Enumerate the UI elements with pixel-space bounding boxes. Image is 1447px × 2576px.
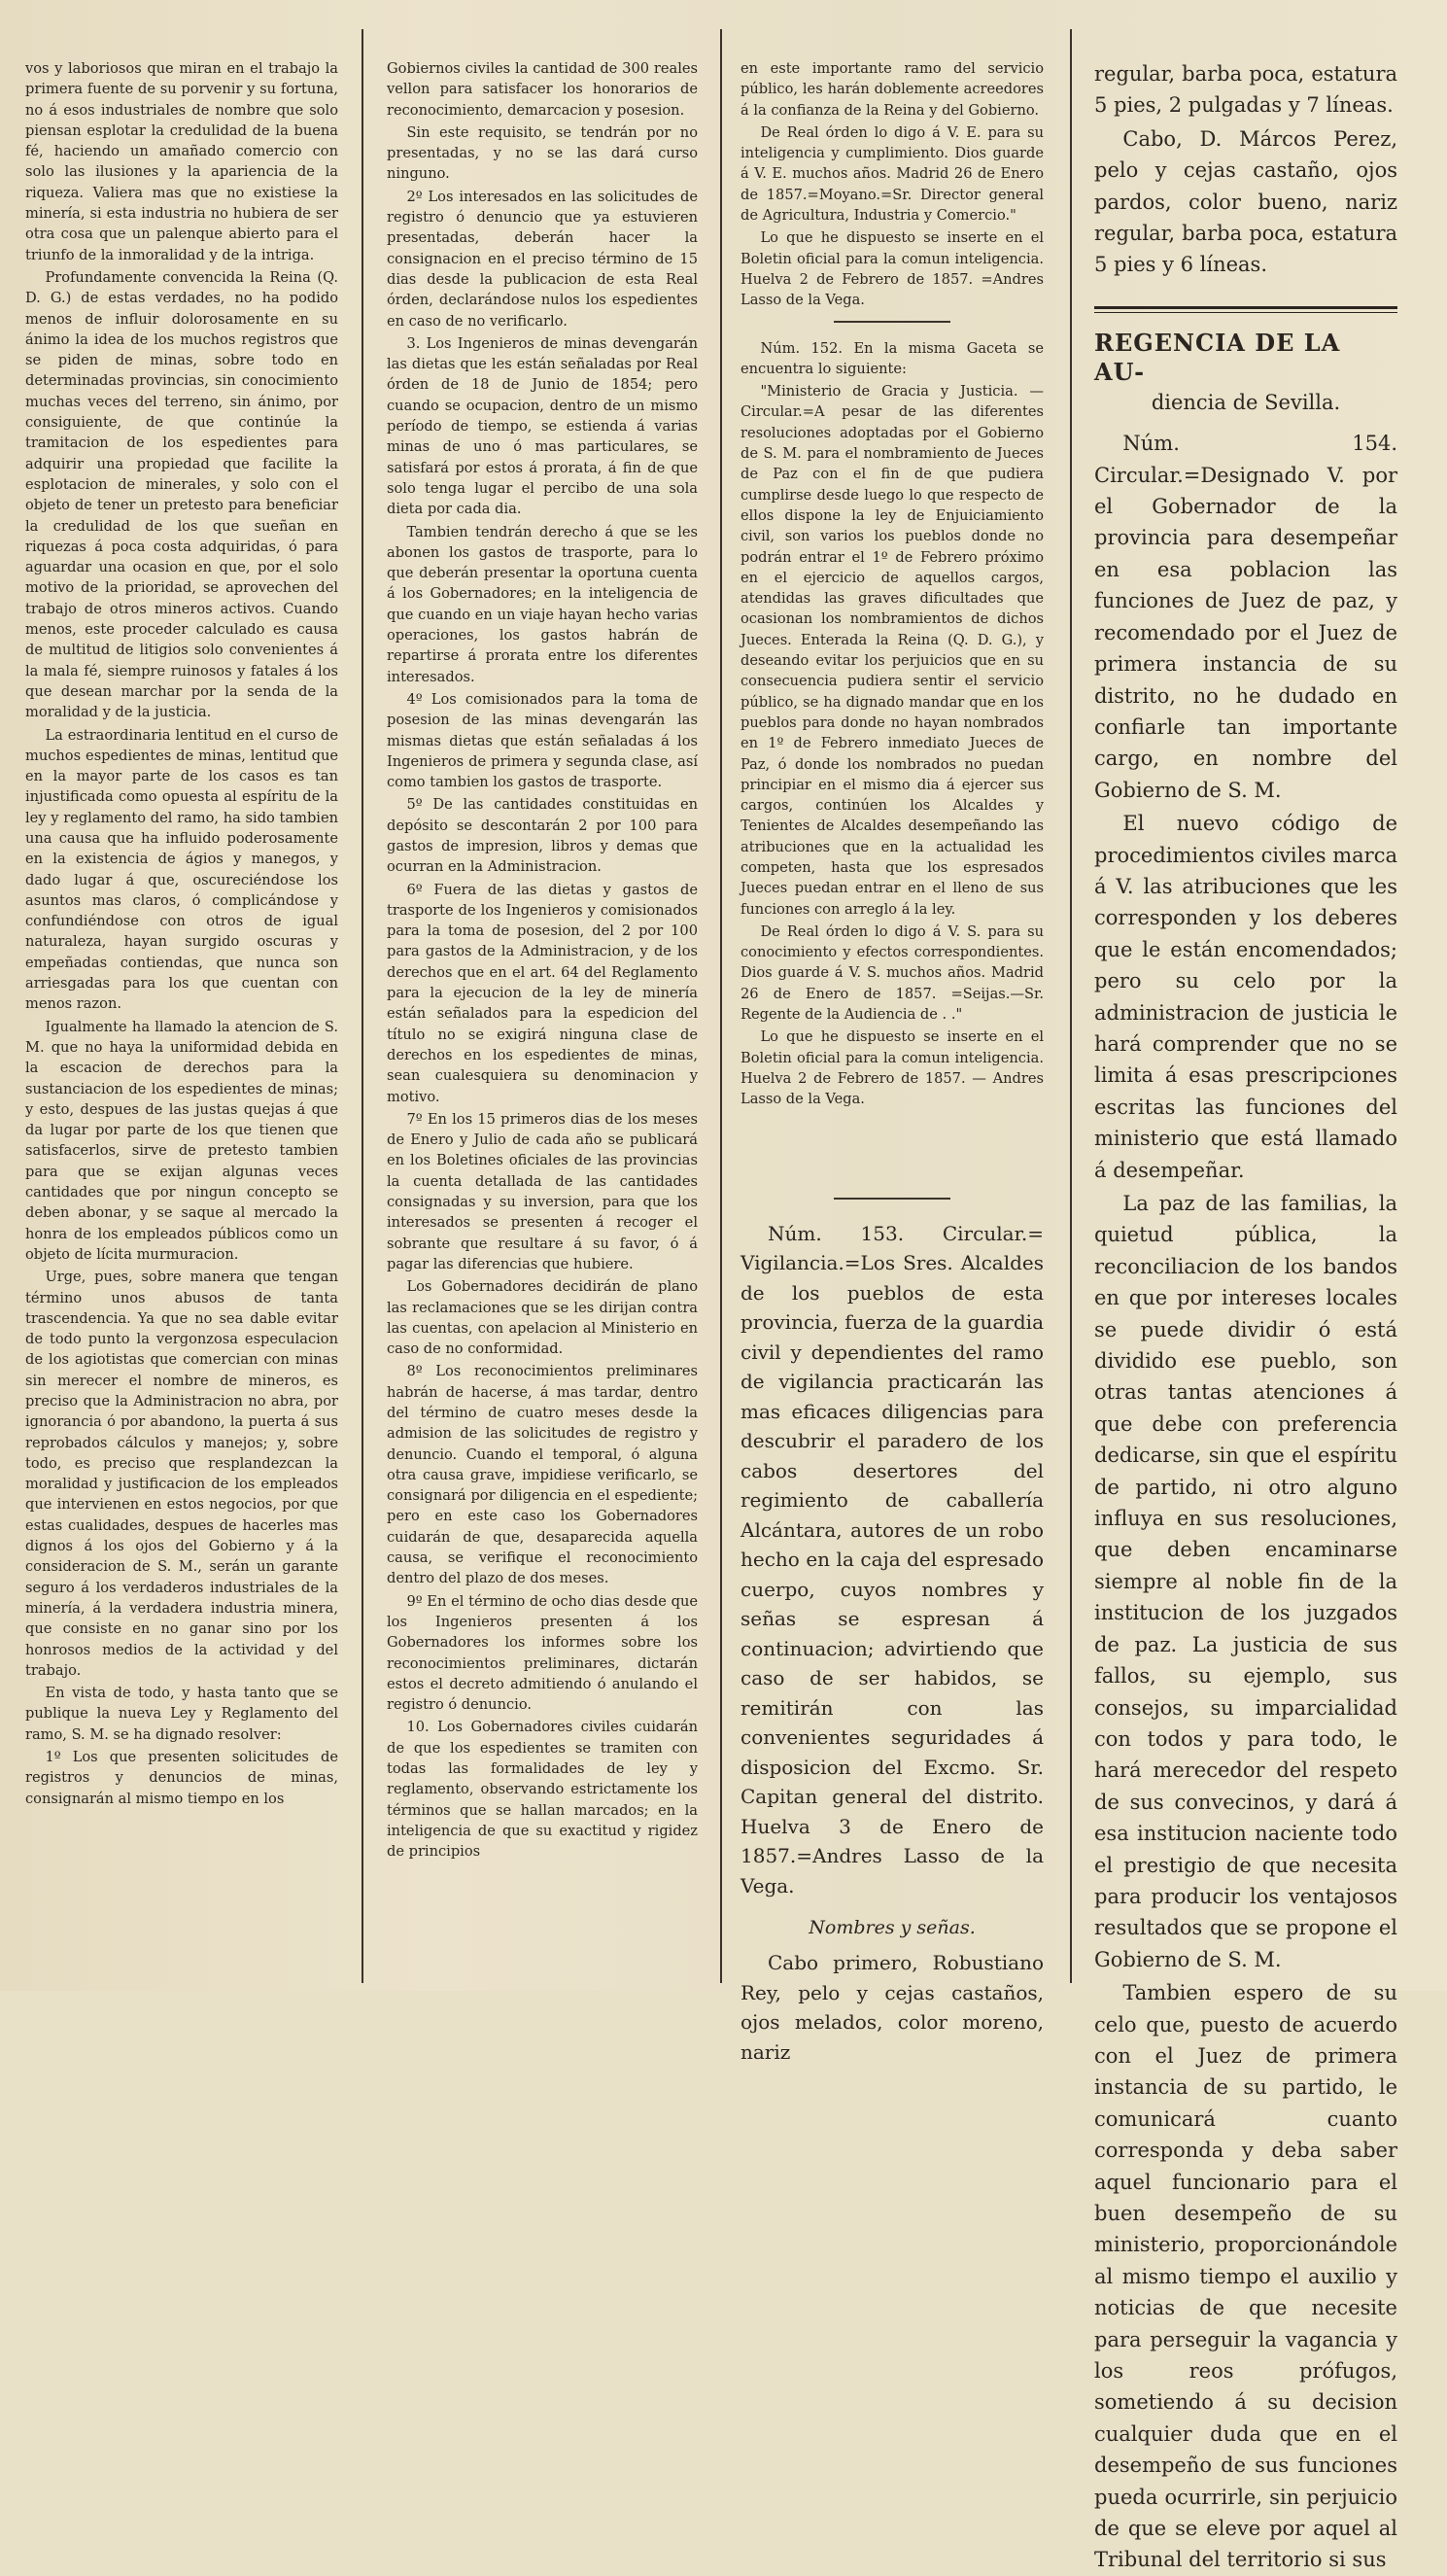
paragraph: Núm. 154. Circular.=Designado V. por el Gobernador de la provincia para desempeñar en esa poblacion las funciones de Juez de paz, y recomendado por el Juez de primera instancia de su distrito, no he dudado en confiarle tan importante cargo, en nombre del Gobierno de S. M.: [1094, 432, 1397, 802]
paragraph: 8º Los reconocimientos preliminares habrán de hacerse, á mas tardar, dentro del término de cuatro meses desde la admision de las solicitudes de registro y denuncio. Cuando el temporal, ó alguna otra causa grave, impidiese verificarlo, se consignará por diligencia en el espediente; pero en este caso los Gobernadores cuidarán de que, desaparecida aquella causa, se verifique el reconocimiento dentro del plazo de dos meses.: [387, 1363, 698, 1587]
paragraph: 6º Fuera de las dietas y gastos de trasporte de los Ingenieros y comisionados para la toma de posesion, del 2 por 100 para gastos de la Administracion, y de los derechos que en el art. 64 del Reglamento para la ejecucion de la ley de minería están señalados para la espedicion del título no se exigirá ninguna clase de derechos en los espedientes de minas, sean cualesquiera su denominacion y motivo.: [387, 881, 698, 1105]
paragraph: en este importante ramo del servicio público, les harán doblemente acreedores á la confianza de la Reina y del Gobierno.: [741, 60, 1044, 119]
paragraph: Núm. 152. En la misma Gaceta se encuentra lo siguiente:: [741, 339, 1044, 377]
section-divider: [1094, 306, 1397, 313]
paragraph: 3. Los Ingenieros de minas devengarán las dietas que les están señaladas por Real órden de 18 de Junio de 1854; pero cuando se ocupacion, dentro de un mismo período de tiempo, se estienda á varias minas de uno ó mas particulares, se satisfará por estos á prorata, á fin de que solo tenga lugar el percibo de una sola dieta por cada dia.: [387, 334, 698, 518]
paragraph: 4º Los comisionados para la toma de posesion de las minas devengarán las mismas dietas que están señaladas á los Ingenieros de primera y segunda clase, así como tambien los gastos de trasporte.: [387, 690, 698, 791]
paragraph: La paz de las familias, la quietud pública, la reconciliacion de los bandos en que por intereses locales se puede dividir ó está dividido ese pueblo, son otras tantas atenciones á que debe con preferencia dedicarse, sin que el espíritu de partido, ni otro alguno influya en sus resoluciones, que deben encaminarse siempre al noble fin de la institucion de los juzgados de paz. La justicia de sus fallos, su ejemplo, sus consejos, su imparcialidad con todos y para todo, le hará merecedor del respeto de sus convecinos, y dará á esa institucion naciente todo el prestigio de que necesita para producir los ventajosos resultados que se propone el Gobierno de S. M.: [1094, 1192, 1397, 1971]
paragraph: Los Gobernadores decidirán de plano las reclamaciones que se les dirijan contra las cuentas, con apelacion al Ministerio en caso de no conformidad.: [387, 1278, 698, 1358]
paragraph: 10. Los Gobernadores civiles cuidarán de que los espedientes se tramiten con todas las formalidades de ley y reglamento, observando estrictamente los términos que se hallan marcados; en la inteligencia de que su exactitud y rigidez de principios: [387, 1719, 698, 1861]
paragraph: En vista de todo, y hasta tanto que se publique la nueva Ley y Reglamento del ramo, S. M. se ha dignado resolver:: [25, 1685, 338, 1743]
column-4: [1094, 58, 1397, 2572]
paragraph: Profundamente convencida la Reina (Q. D. G.) de estas verdades, no ha podido menos de influir dolorosamente en su ánimo la idea de los muchos registros que se piden de minas, sobre todo en determinadas provincias, sin conocimiento muchas veces del terreno, sin ánimo, por consiguiente, de que continúe la tramitacion de los espedientes para adquirir una propiedad que facilite la esplotacion de minerales, y solo con el objeto de tener un pretesto para beneficiar la credulidad de los que sueñan en riquezas á poca costa adquiridas, ó para aguardar una ocasion en que, por el solo motivo de la prioridad, se aprovechen del trabajo de otros mineros activos. Cuando menos, este proceder calculado es causa de multitud de litigios solo convenientes á la mala fé, siempre ruinosos y fatales á los que desean marchar por la senda de la moralidad y de la justicia.: [25, 268, 338, 721]
paragraph: El nuevo código de procedimientos civiles marca á V. las atribuciones que les corresponden y los deberes que le están encomendados; pero su celo por la administracion de justicia le hará comprender que no se limita á esas prescripciones escritas las funciones del ministerio que está llamado á desempeñar.: [1094, 812, 1397, 1182]
paragraph: 7º En los 15 primeros dias de los meses de Enero y Julio de cada año se publicará en los Boletines oficiales de las provincias la cuenta detallada de las cantidades consignadas y su inversion, para que los interesados se presenten á recoger el sobrante que resultare á su favor, ó á pagar las diferencias que hubiere.: [387, 1110, 698, 1272]
paragraph: De Real órden lo digo á V. S. para su conocimiento y efectos correspondientes. Dios guarde á V. S. muchos años. Madrid 26 de Enero de 1857. =Seijas.—Sr. Regente de la Audiencia de . .": [741, 922, 1044, 1024]
column-divider: [720, 29, 722, 1983]
paragraph: Igualmente ha llamado la atencion de S. M. que no haya la uniformidad debida en la escacion de derechos para la sustanciacion de los espedientes de minas; y esto, despues de las justas quejas á que da lugar por parte de los que tienen que satisfacerlos, sirve de pretesto tambien para que se exijan algunas veces cantidades que por ningun concepto se deben abonar, y se saque al mercado la honra de los empleados públicos como un objeto de lícita murmuracion.: [25, 1018, 338, 1263]
paragraph: vos y laboriosos que miran en el trabajo la primera fuente de su porvenir y su fortuna, no á esos industriales de nombre que solo piensan esplotar la credulidad de la buena fé, haciendo un amañado comercio con solo las ilusiones y la apariencia de la riqueza. Valiera mas que no existiese la minería, si esta industria no hubiera de ser otra cosa que un palenque abierto para el triunfo de la inmoralidad y de la intriga.: [25, 60, 338, 263]
paragraph: Lo que he dispuesto se inserte en el Boletin oficial para la comun inteligencia. Huelva 2 de Febrero de 1857. =Andres Lasso de la Vega.: [741, 229, 1044, 309]
column-divider: [362, 29, 363, 1983]
paragraph: Urge, pues, sobre manera que tengan término unos abusos de tanta trascendencia. Ya que no sea dable evitar de todo punto la vergonzosa especulacion de los agiotistas que comercian con minas sin merecer el nombre de mineros, es preciso que la Administracion no abra, por ignorancia ó por abandono, la puerta á sus reprobados cálculos y manejos; y, sobre todo, es preciso que resplandezcan la moralidad y justificacion de los empleados que intervienen en estos negocios, por que estas cualidades, despues de hacerles mas dignos á los ojos del Gobierno y á la consideracion de S. M., serán un garante seguro á los verdaderos industriales de la minería, á la verdadera industria minera, que consiste en no ganar sino por los honrosos medios de la actividad y del trabajo.: [25, 1269, 338, 1679]
section-divider: [834, 1198, 950, 1200]
paragraph: 9º En el término de ocho dias desde que los Ingenieros presenten á los Gobernadores los informes sobre los reconocimientos preliminares, dictarán estos el decreto admitiendo ó anulando el registro ó denuncio.: [387, 1592, 698, 1714]
paragraph: 1º Los que presenten solicitudes de registros y denuncios de minas, consignarán al mismo tiempo en los: [25, 1749, 338, 1807]
paragraph: Cabo, D. Márcos Perez, pelo y cejas castaño, ojos pardos, color bueno, nariz regular, barba poca, estatura 5 pies y 6 líneas.: [1094, 126, 1397, 277]
column-divider: [1070, 29, 1072, 1983]
paragraph: Tambien tendrán derecho á que se les abonen los gastos de trasporte, para lo que deberán presentar la oportuna cuenta á los Gobernadores; en la inteligencia de que cuando en un viaje hayan hecho varias operaciones, los gastos habrán de repartirse á prorata entre los diferentes interesados.: [387, 523, 698, 685]
paragraph: 2º Los interesados en las solicitudes de registro ó denuncio que ya estuvieren presentadas, deberán hacer la consignacion en el preciso término de 15 dias desde la publicacion de esta Real órden, declarándose nulos los espedientes en caso de no verificarlo.: [387, 188, 698, 330]
paragraph: De Real órden lo digo á V. E. para su inteligencia y cumplimiento. Dios guarde á V. E. muchos años. Madrid 26 de Enero de 1857.=Moyano.=Sr. Director general de Agricultura, Industria y Comercio.": [741, 123, 1044, 225]
paragraph: Tambien espero de su celo que, puesto de acuerdo con el Juez de primera instancia de su partido, le comunicará cuanto corresponda y deba saber aquel funcionario para el buen desempeño de su ministerio, proporcionándole al mismo tiempo el auxilio y noticias de que necesite para perseguir la vagancia y los reos prófugos, sometiendo á su decision cualquier duda que en el desempeño de sus funciones pueda ocurrirle, sin perjuicio de que se eleve por aquel al Tribunal del territorio si sus: [1094, 1981, 1397, 2572]
paragraph: Cabo primero, Robustiano Rey, pelo y cejas castaños, ojos melados, color moreno, nariz: [741, 1951, 1044, 2064]
section-title: REGENCIA DE LA AU-: [1094, 328, 1341, 386]
paragraph: Gobiernos civiles la cantidad de 300 reales vellon para satisfacer los honorarios de reconocimiento, demarcacion y posesion.: [387, 60, 698, 119]
column-2: [387, 58, 698, 1991]
section-divider: [834, 321, 950, 323]
column-3: [741, 58, 1044, 2064]
section-subtitle: diencia de Sevilla.: [1151, 390, 1341, 414]
paragraph: "Ministerio de Gracia y Justicia. —Circular.=A pesar de las diferentes resoluciones adoptadas por el Gobierno de S. M. para el nombramiento de Jueces de Paz con el fin de que pudiera cumplirse desde luego lo que respecto de ellos dispone la ley de Enjuiciamiento civil, son varios los pueblos donde no podrán entrar el 1º de Febrero próximo en el ejercicio de aquellos cargos, atendidas las graves dificultades que ocasionan los nombramientos de dichos Jueces. Enterada la Reina (Q. D. G.), y deseando evitar los perjuicios que en su consecuencia pudiera sentir el servicio público, se ha dignado mandar que en los pueblos para donde no hayan nombrados en 1º de Febrero inmediato Jueces de Paz, ó donde los nombrados no puedan principiar en el mismo dia á ejercer sus cargos, continúen los Alcaldes y Tenientes de Alcaldes desempeñando las atribuciones que en la actualidad les competen, hasta que los espresados Jueces puedan entrar en el lleno de sus funciones con arreglo á la ley.: [741, 383, 1044, 918]
paragraph: La estraordinaria lentitud en el curso de muchos espedientes de minas, lentitud que en la mayor parte de los casos es tan injustificada como opuesta al espíritu de la ley y reglamento del ramo, ha sido tambien una causa que ha influido poderosamente en la existencia de ágios y manegos, y dado lugar á que, oscureciéndose los asuntos mas claros, ó complicándose y confundiéndose con otros de igual naturaleza, hayan surgido oscuras y empeñadas contiendas, que nunca son arriesgadas para los que cuentan con menos razon.: [25, 726, 338, 1013]
paragraph: Sin este requisito, se tendrán por no presentadas, y no se las dará curso ninguno.: [387, 123, 698, 183]
section-heading: Nombres y señas.: [809, 1917, 976, 1939]
paragraph: Núm. 153. Circular.= Vigilancia.=Los Sres. Alcaldes de los pueblos de esta provincia, fuerza de la guardia civil y dependientes del ramo de vigilancia practicarán las mas eficaces diligencias para descubrir el paradero de los cabos desertores del regimiento de caballería Alcántara, autores de un robo hecho en la caja del espresado cuerpo, cuyos nombres y señas se espresan á continuacion; advirtiendo que caso de ser habidos, se remitirán con las convenientes seguridades á disposicion del Excmo. Sr. Capitan general del distrito. Huelva 3 de Enero de 1857.=Andres Lasso de la Vega.: [741, 1221, 1044, 1897]
paragraph: 5º De las cantidades constituidas en depósito se descontarán 2 por 100 para gastos de impresion, libros y demas que ocurran en la Administracion.: [387, 796, 698, 876]
column-1: [25, 58, 338, 1991]
paragraph: regular, barba poca, estatura 5 pies, 2 pulgadas y 7 líneas.: [1094, 62, 1397, 118]
paragraph: Lo que he dispuesto se inserte en el Boletin oficial para la comun inteligencia. Huelva 2 de Febrero de 1857. — Andres Lasso de la Vega.: [741, 1028, 1044, 1108]
